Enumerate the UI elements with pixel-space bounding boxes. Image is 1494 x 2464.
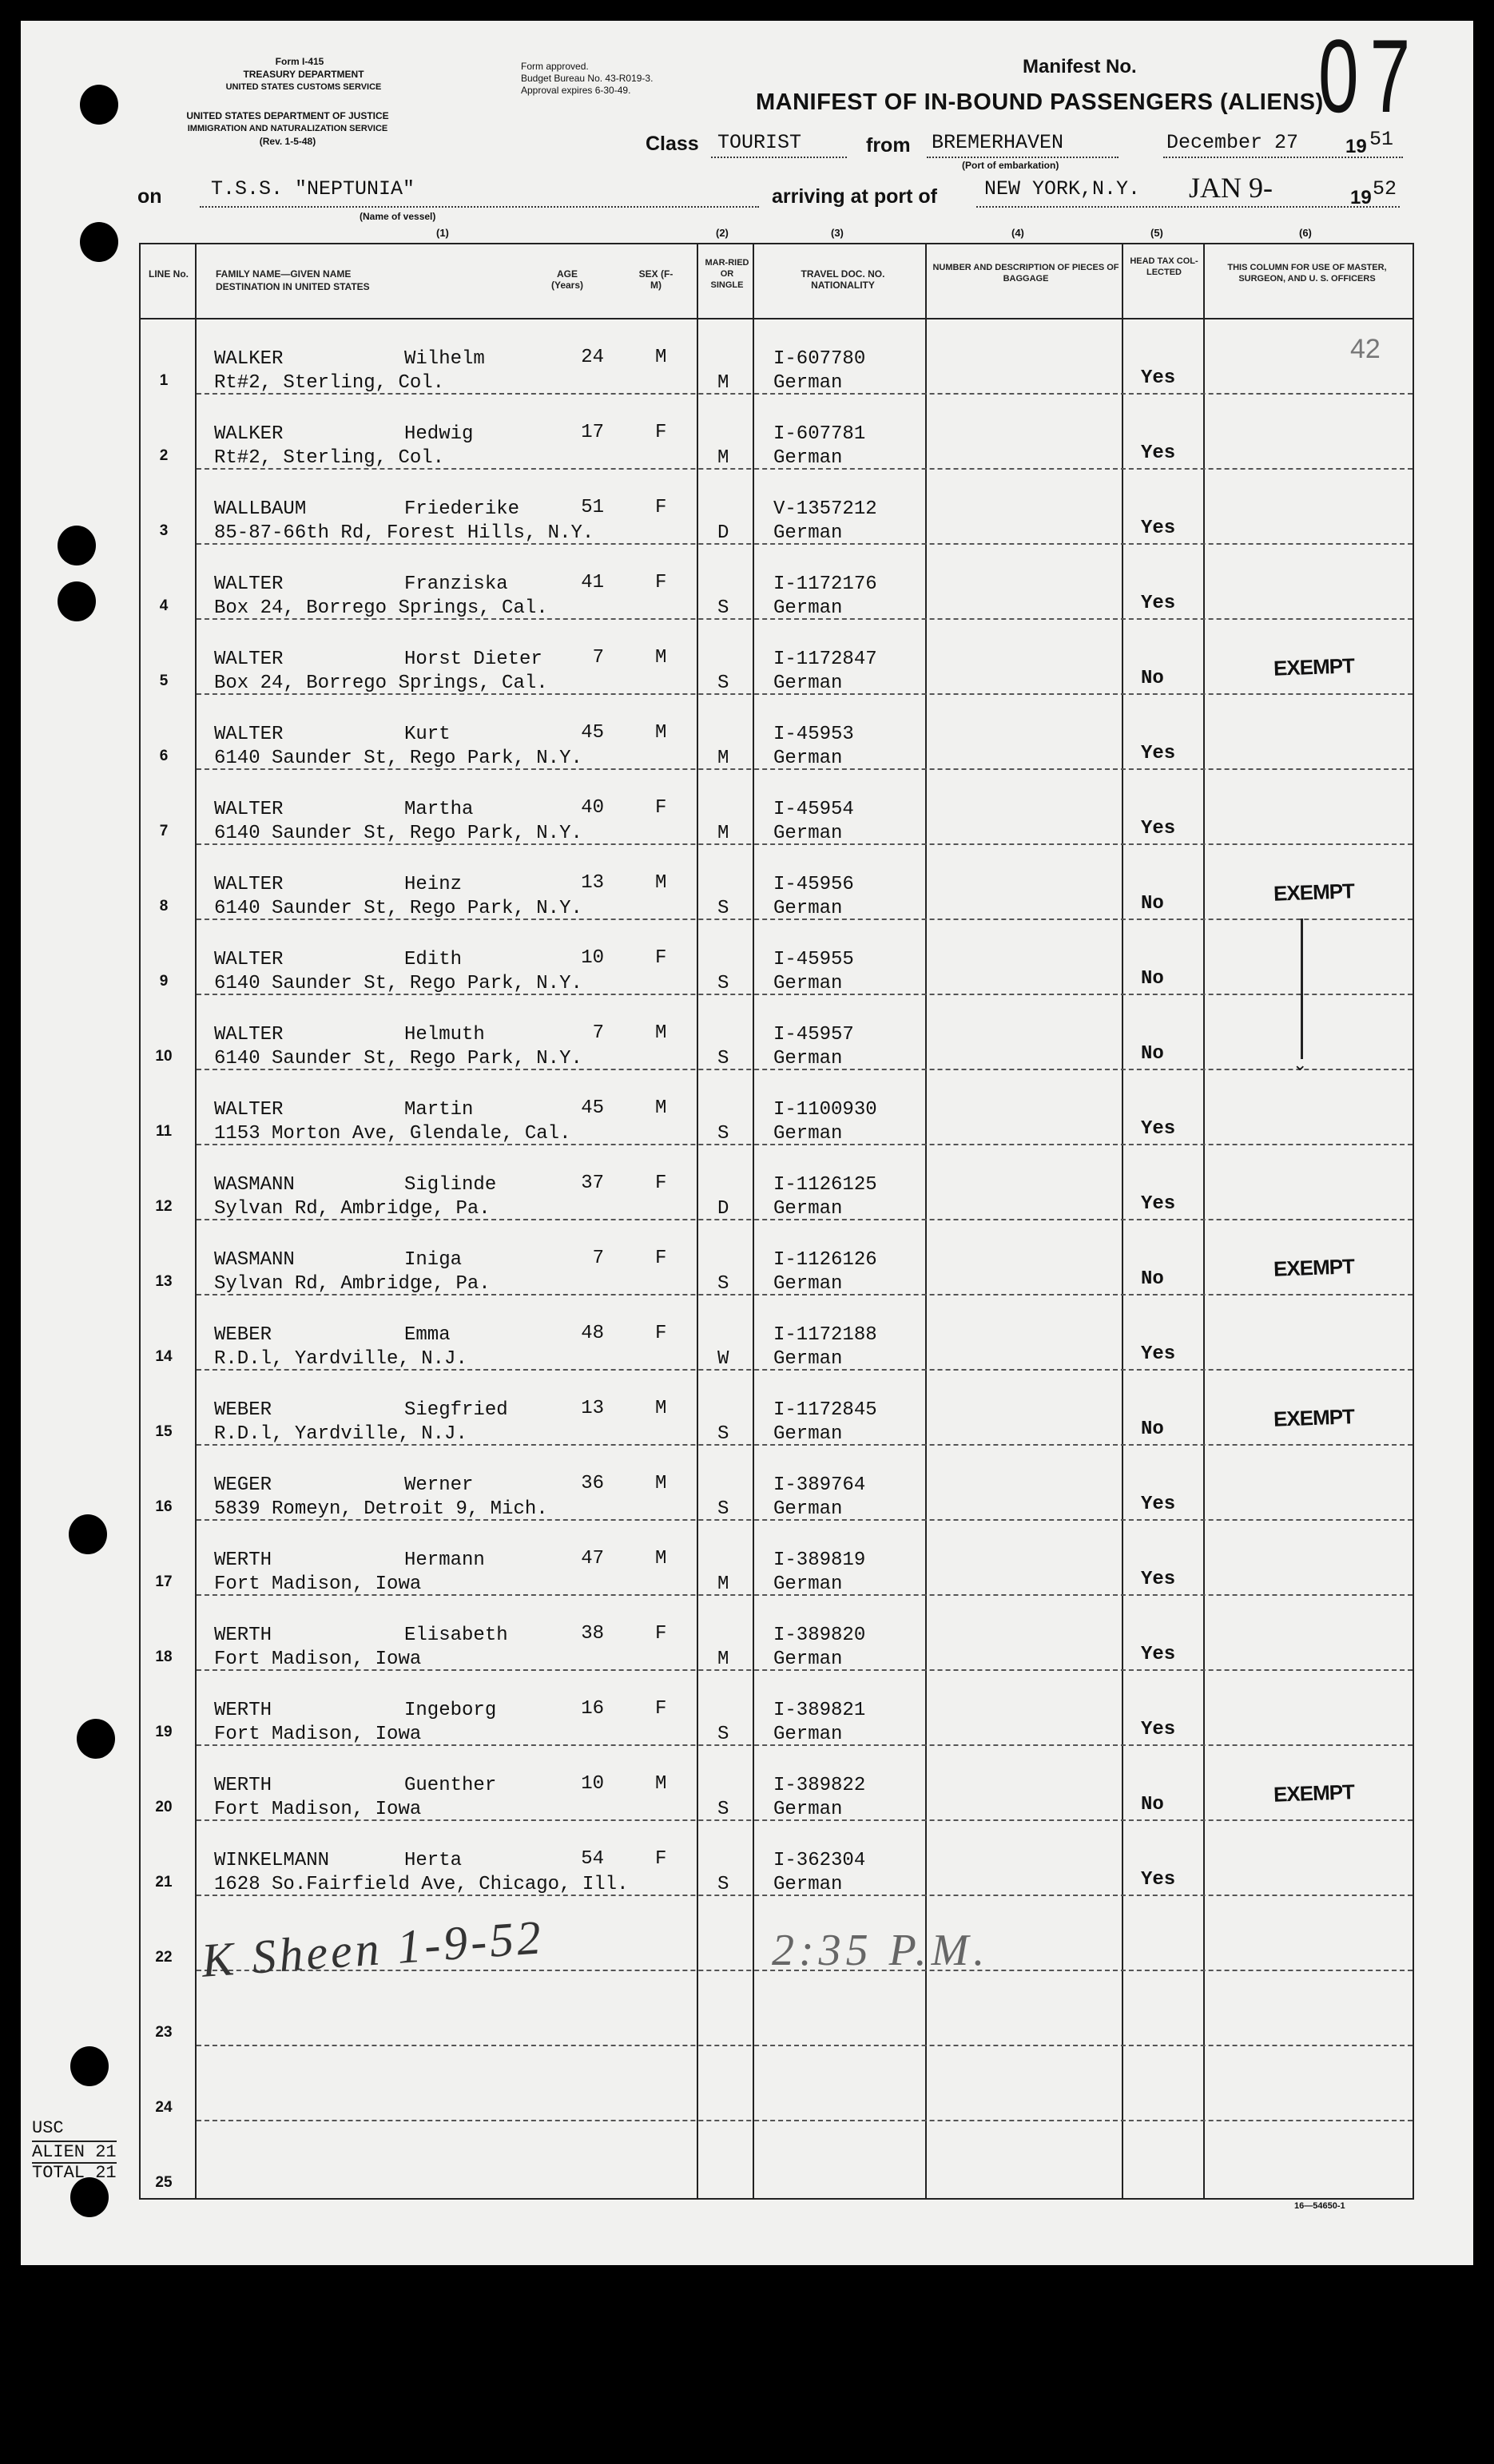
travel-doc-no: I-45956 — [773, 874, 854, 895]
destination: 85-87-66th Rd, Forest Hills, N.Y. — [214, 522, 594, 544]
line-number: 11 — [155, 1123, 173, 1140]
sex: F — [655, 497, 667, 518]
travel-doc-no: I-389764 — [773, 1474, 866, 1496]
header-bottom-rule — [139, 318, 1414, 319]
head-tax: Yes — [1141, 1494, 1176, 1515]
age: 17 — [581, 422, 604, 443]
age: 48 — [581, 1323, 604, 1344]
destination: 1628 So.Fairfield Ave, Chicago, Ill. — [214, 1874, 629, 1895]
nationality: German — [773, 1649, 843, 1670]
departure-date: December 27 — [1166, 131, 1299, 154]
nationality: German — [773, 898, 843, 919]
destination: Fort Madison, Iowa — [214, 1649, 422, 1670]
ins-service: IMMIGRATION AND NATURALIZATION SERVICE — [187, 124, 388, 133]
marital-status: M — [717, 1573, 729, 1595]
family-name: WERTH — [214, 1775, 272, 1796]
departure-year: 51 — [1369, 128, 1394, 151]
age: 7 — [592, 647, 604, 669]
vessel-underline — [200, 206, 759, 208]
col-header-sex: SEX (F-M) — [638, 268, 673, 291]
head-tax: No — [1141, 1418, 1164, 1440]
line-number: 22 — [155, 1949, 173, 1966]
vessel-name: T.S.S. "NEPTUNIA" — [211, 177, 415, 200]
col-header-headtax: HEAD TAX COL-LECTED — [1130, 256, 1198, 277]
col-header-officers: THIS COLUMN FOR USE OF MASTER, SURGEON, AND U. S. OFFICERS — [1227, 263, 1387, 284]
age: 47 — [581, 1548, 604, 1569]
row-divider — [197, 2045, 1413, 2046]
line-number: 23 — [155, 2024, 173, 2041]
sex: M — [655, 722, 667, 744]
travel-doc-no: I-1126126 — [773, 1249, 877, 1271]
col-header-travel: TRAVEL DOC. NO. NATIONALITY — [801, 268, 885, 291]
col-sep — [1203, 243, 1205, 2200]
inspector-signature: K Sheen 1-9-52 — [200, 1910, 546, 1987]
line-number: 9 — [159, 973, 169, 990]
nationality: German — [773, 1348, 843, 1370]
punch-hole — [70, 2046, 109, 2086]
family-name: WALKER — [214, 423, 284, 445]
given-name: Kurt — [404, 724, 451, 745]
family-name: WALTER — [214, 799, 284, 820]
head-tax: Yes — [1141, 1118, 1176, 1140]
treasury-dept: TREASURY DEPARTMENT — [243, 69, 364, 80]
family-name: WEGER — [214, 1474, 272, 1496]
class-value: TOURIST — [717, 131, 802, 154]
top-right-mark: 42 — [1350, 334, 1381, 364]
travel-doc-no: I-1172847 — [773, 649, 877, 670]
nationality: German — [773, 1799, 843, 1820]
destination: Sylvan Rd, Ambridge, Pa. — [214, 1198, 491, 1220]
class-label: Class — [646, 133, 699, 155]
date-underline — [1163, 157, 1403, 158]
sex: F — [655, 1698, 667, 1720]
travel-doc-no: I-362304 — [773, 1850, 866, 1871]
travel-doc-no: V-1357212 — [773, 498, 877, 520]
footer-code: 16—54650-1 — [1294, 2201, 1345, 2211]
tally-usc: USC — [32, 2118, 64, 2138]
marital-status: S — [717, 1423, 729, 1445]
col-header-baggage: NUMBER AND DESCRIPTION OF PIECES OF BAGGAGE — [932, 263, 1119, 284]
given-name: Wilhelm — [404, 348, 485, 370]
exempt-stamp: EXEMPT — [1273, 1254, 1355, 1281]
nationality: German — [773, 748, 843, 769]
family-name: WALTER — [214, 573, 284, 595]
travel-doc-no: I-1172845 — [773, 1399, 877, 1421]
line-number: 24 — [155, 2099, 173, 2116]
head-tax: No — [1141, 893, 1164, 915]
family-name: WALTER — [214, 1024, 284, 1046]
punch-hole — [58, 526, 96, 565]
nationality: German — [773, 372, 843, 394]
family-name: WEBER — [214, 1399, 272, 1421]
sex: M — [655, 647, 667, 669]
from-label: from — [866, 134, 911, 157]
col-num-6: (6) — [1299, 227, 1312, 239]
col-header-age: AGE (Years) — [550, 268, 584, 291]
travel-doc-no: I-389819 — [773, 1549, 866, 1571]
col-sep — [697, 243, 698, 2200]
line-number: 3 — [159, 522, 169, 539]
family-name: WERTH — [214, 1549, 272, 1571]
nationality: German — [773, 1123, 843, 1145]
sex: F — [655, 947, 667, 969]
destination: Fort Madison, Iowa — [214, 1799, 422, 1820]
col-header-destination: DESTINATION IN UNITED STATES — [216, 281, 370, 292]
exempt-stamp: EXEMPT — [1273, 1404, 1355, 1431]
head-tax: Yes — [1141, 1719, 1176, 1740]
family-name: WALLBAUM — [214, 498, 307, 520]
sex: M — [655, 1097, 667, 1119]
marital-status: S — [717, 1874, 729, 1895]
travel-doc-no: I-45954 — [773, 799, 854, 820]
given-name: Elisabeth — [404, 1625, 508, 1646]
line-number: 25 — [155, 2174, 173, 2191]
marital-status: S — [717, 973, 729, 994]
head-tax: No — [1141, 1043, 1164, 1065]
age: 24 — [581, 347, 604, 368]
customs-service: UNITED STATES CUSTOMS SERVICE — [225, 82, 382, 92]
nationality: German — [773, 1724, 843, 1745]
travel-doc-no: I-1172188 — [773, 1324, 877, 1346]
col-header-married: MAR-RIED OR SINGLE — [705, 258, 749, 290]
marital-status: S — [717, 1273, 729, 1295]
approval-line-3: Approval expires 6-30-49. — [521, 85, 631, 96]
line-number: 16 — [155, 1498, 173, 1515]
age: 7 — [592, 1248, 604, 1269]
given-name: Siegfried — [404, 1399, 508, 1421]
travel-doc-no: I-1172176 — [773, 573, 877, 595]
marital-status: M — [717, 823, 729, 844]
given-name: Ingeborg — [404, 1700, 497, 1721]
destination: Box 24, Borrego Springs, Cal. — [214, 673, 548, 694]
row-divider — [197, 2120, 1413, 2121]
sex: F — [655, 422, 667, 443]
line-number: 21 — [155, 1874, 173, 1891]
sex: F — [655, 1172, 667, 1194]
sex: M — [655, 1548, 667, 1569]
head-tax: No — [1141, 968, 1164, 990]
age: 13 — [581, 872, 604, 894]
destination: R.D.l, Yardville, N.J. — [214, 1423, 467, 1445]
travel-doc-no: I-389820 — [773, 1625, 866, 1646]
arrival-year-prefix: 19 — [1350, 187, 1372, 208]
nationality: German — [773, 823, 843, 844]
family-name: WALTER — [214, 649, 284, 670]
port-embark-caption: (Port of embarkation) — [962, 160, 1059, 171]
marital-status: S — [717, 1724, 729, 1745]
family-name: WALTER — [214, 1099, 284, 1121]
marital-status: S — [717, 1123, 729, 1145]
marital-status: S — [717, 597, 729, 619]
given-name: Iniga — [404, 1249, 463, 1271]
given-name: Martin — [404, 1099, 474, 1121]
head-tax: Yes — [1141, 1569, 1176, 1590]
vessel-caption: (Name of vessel) — [360, 211, 436, 222]
punch-hole — [80, 222, 118, 262]
sex: M — [655, 1473, 667, 1494]
given-name: Herta — [404, 1850, 463, 1871]
age: 38 — [581, 1623, 604, 1645]
given-name: Martha — [404, 799, 474, 820]
exempt-stamp: EXEMPT — [1273, 1780, 1355, 1807]
head-tax: Yes — [1141, 818, 1176, 839]
revision: (Rev. 1-5-48) — [259, 136, 316, 147]
head-tax: Yes — [1141, 1644, 1176, 1665]
destination: 6140 Saunder St, Rego Park, N.Y. — [214, 898, 582, 919]
marital-status: D — [717, 522, 729, 544]
family-name: WINKELMANN — [214, 1850, 330, 1871]
given-name: Emma — [404, 1324, 451, 1346]
punch-hole — [77, 1719, 115, 1759]
head-tax: Yes — [1141, 442, 1176, 464]
given-name: Guenther — [404, 1775, 497, 1796]
marital-status: S — [717, 1799, 729, 1820]
col-num-2: (2) — [716, 227, 729, 239]
destination: 6140 Saunder St, Rego Park, N.Y. — [214, 823, 582, 844]
destination: 6140 Saunder St, Rego Park, N.Y. — [214, 1048, 582, 1069]
given-name: Edith — [404, 949, 463, 970]
head-tax: Yes — [1141, 1869, 1176, 1891]
family-name: WERTH — [214, 1700, 272, 1721]
family-name: WALTER — [214, 874, 284, 895]
marital-status: M — [717, 447, 729, 469]
age: 13 — [581, 1398, 604, 1419]
age: 16 — [581, 1698, 604, 1720]
head-tax: No — [1141, 668, 1164, 689]
marital-status: S — [717, 673, 729, 694]
sex: F — [655, 1623, 667, 1645]
marital-status: S — [717, 1498, 729, 1520]
col-header-line-no: LINE No. — [149, 268, 189, 280]
line-number: 8 — [159, 898, 169, 915]
justice-dept: UNITED STATES DEPARTMENT OF JUSTICE — [186, 110, 389, 121]
age: 51 — [581, 497, 604, 518]
tally-total: TOTAL 21 — [32, 2163, 117, 2183]
head-tax: Yes — [1141, 743, 1176, 764]
family-name: WALTER — [214, 949, 284, 970]
marital-status: M — [717, 1649, 729, 1670]
nationality: German — [773, 447, 843, 469]
age: 45 — [581, 1097, 604, 1119]
travel-doc-no: I-607780 — [773, 348, 866, 370]
family-name: WALTER — [214, 724, 284, 745]
line-number: 12 — [155, 1198, 173, 1215]
destination: Sylvan Rd, Ambridge, Pa. — [214, 1273, 491, 1295]
exempt-stamp: EXEMPT — [1273, 653, 1355, 680]
age: 54 — [581, 1848, 604, 1870]
approval-line-1: Form approved. — [521, 61, 589, 72]
arrival-time: 2:35 P.M. — [772, 1926, 990, 1975]
col-sep — [1122, 243, 1123, 2200]
family-name: WALKER — [214, 348, 284, 370]
nationality: German — [773, 1198, 843, 1220]
approval-line-2: Budget Bureau No. 43-R019-3. — [521, 73, 654, 84]
travel-doc-no: I-45955 — [773, 949, 854, 970]
from-value: BREMERHAVEN — [932, 131, 1064, 154]
given-name: Hedwig — [404, 423, 474, 445]
nationality: German — [773, 1423, 843, 1445]
line-number: 2 — [159, 447, 169, 464]
marital-status: S — [717, 898, 729, 919]
arrival-port: NEW YORK,N.Y. — [984, 177, 1141, 200]
head-tax: Yes — [1141, 367, 1176, 389]
given-name: Friederike — [404, 498, 520, 520]
given-name: Hermann — [404, 1549, 485, 1571]
age: 37 — [581, 1172, 604, 1194]
on-label: on — [137, 185, 162, 208]
given-name: Franziska — [404, 573, 508, 595]
sex: M — [655, 1398, 667, 1419]
exempt-stamp: EXEMPT — [1273, 879, 1355, 906]
nationality: German — [773, 1874, 843, 1895]
nationality: German — [773, 1048, 843, 1069]
travel-doc-no: I-45953 — [773, 724, 854, 745]
nationality: German — [773, 522, 843, 544]
nationality: German — [773, 1498, 843, 1520]
travel-doc-no: I-389821 — [773, 1700, 866, 1721]
form-title: MANIFEST OF IN-BOUND PASSENGERS (ALIENS) — [756, 89, 1324, 115]
manifest-no-value: 07 — [1318, 18, 1422, 134]
port-underline — [976, 206, 1400, 208]
destination: 6140 Saunder St, Rego Park, N.Y. — [214, 973, 582, 994]
age: 40 — [581, 797, 604, 819]
line-number: 1 — [159, 372, 169, 389]
punch-hole — [80, 85, 118, 125]
col-header-name: FAMILY NAME—GIVEN NAME — [216, 268, 352, 280]
col-num-5: (5) — [1150, 227, 1163, 239]
arrival-year: 52 — [1373, 177, 1397, 200]
tally-alien: ALIEN 21 — [32, 2142, 117, 2162]
line-number: 19 — [155, 1724, 173, 1740]
age: 7 — [592, 1022, 604, 1044]
nationality: German — [773, 1273, 843, 1295]
given-name: Heinz — [404, 874, 463, 895]
age: 36 — [581, 1473, 604, 1494]
nationality: German — [773, 597, 843, 619]
age: 41 — [581, 572, 604, 593]
sex: F — [655, 1248, 667, 1269]
head-tax: No — [1141, 1268, 1164, 1290]
travel-doc-no: I-607781 — [773, 423, 866, 445]
line-number: 4 — [159, 597, 169, 614]
nationality: German — [773, 1573, 843, 1595]
col-num-3: (3) — [831, 227, 844, 239]
col-num-4: (4) — [1011, 227, 1024, 239]
travel-doc-no: I-1126125 — [773, 1174, 877, 1196]
nationality: German — [773, 673, 843, 694]
line-number: 15 — [155, 1423, 173, 1440]
given-name: Werner — [404, 1474, 474, 1496]
departure-year-prefix: 19 — [1345, 136, 1367, 157]
sex: M — [655, 872, 667, 894]
destination: Fort Madison, Iowa — [214, 1573, 422, 1595]
form-number: Form I-415 — [275, 56, 324, 67]
age: 10 — [581, 947, 604, 969]
travel-doc-no: I-45957 — [773, 1024, 854, 1046]
line-number: 7 — [159, 823, 169, 839]
line-number: 18 — [155, 1649, 173, 1665]
head-tax: Yes — [1141, 1343, 1176, 1365]
head-tax: No — [1141, 1794, 1164, 1815]
sex: F — [655, 1323, 667, 1344]
exempt-arrow-head: ⌄ — [1293, 1054, 1308, 1074]
nationality: German — [773, 973, 843, 994]
family-name: WASMANN — [214, 1249, 295, 1271]
age: 10 — [581, 1773, 604, 1795]
destination: Rt#2, Sterling, Col. — [214, 372, 445, 394]
given-name: Helmuth — [404, 1024, 485, 1046]
age: 45 — [581, 722, 604, 744]
given-name: Horst Dieter — [404, 649, 542, 670]
punch-hole — [58, 581, 96, 621]
arrival-date: JAN 9- — [1189, 172, 1273, 204]
sex: F — [655, 797, 667, 819]
col-sep — [753, 243, 754, 2200]
marital-status: M — [717, 748, 729, 769]
class-underline — [711, 157, 847, 158]
destination: Rt#2, Sterling, Col. — [214, 447, 445, 469]
head-tax: Yes — [1141, 1193, 1176, 1215]
line-number: 5 — [159, 673, 169, 689]
head-tax: Yes — [1141, 593, 1176, 614]
marital-status: M — [717, 372, 729, 394]
family-name: WERTH — [214, 1625, 272, 1646]
sex: M — [655, 1022, 667, 1044]
line-number: 17 — [155, 1573, 173, 1590]
destination: Box 24, Borrego Springs, Cal. — [214, 597, 548, 619]
destination: 1153 Morton Ave, Glendale, Cal. — [214, 1123, 571, 1145]
destination: 6140 Saunder St, Rego Park, N.Y. — [214, 748, 582, 769]
manifest-no-label: Manifest No. — [1023, 56, 1137, 77]
line-number: 6 — [159, 748, 169, 764]
marital-status: D — [717, 1198, 729, 1220]
sex: M — [655, 347, 667, 368]
sex: M — [655, 1773, 667, 1795]
marital-status: S — [717, 1048, 729, 1069]
sex: F — [655, 1848, 667, 1870]
head-tax: Yes — [1141, 518, 1176, 539]
family-name: WASMANN — [214, 1174, 295, 1196]
line-number: 13 — [155, 1273, 173, 1290]
line-number: 10 — [155, 1048, 173, 1065]
given-name: Siglinde — [404, 1174, 497, 1196]
destination: R.D.l, Yardville, N.J. — [214, 1348, 467, 1370]
punch-hole — [70, 2177, 109, 2217]
travel-doc-no: I-389822 — [773, 1775, 866, 1796]
travel-doc-no: I-1100930 — [773, 1099, 877, 1121]
from-underline — [927, 157, 1119, 158]
arriving-label: arriving at port of — [772, 185, 937, 208]
punch-hole — [69, 1514, 107, 1554]
col-num-1: (1) — [436, 227, 449, 239]
exempt-arrow-line — [1301, 919, 1303, 1059]
line-number: 14 — [155, 1348, 173, 1365]
col-sep — [925, 243, 927, 2200]
marital-status: W — [717, 1348, 729, 1370]
destination: Fort Madison, Iowa — [214, 1724, 422, 1745]
destination: 5839 Romeyn, Detroit 9, Mich. — [214, 1498, 548, 1520]
sex: F — [655, 572, 667, 593]
line-number: 20 — [155, 1799, 173, 1815]
col-sep — [195, 243, 197, 2200]
family-name: WEBER — [214, 1324, 272, 1346]
